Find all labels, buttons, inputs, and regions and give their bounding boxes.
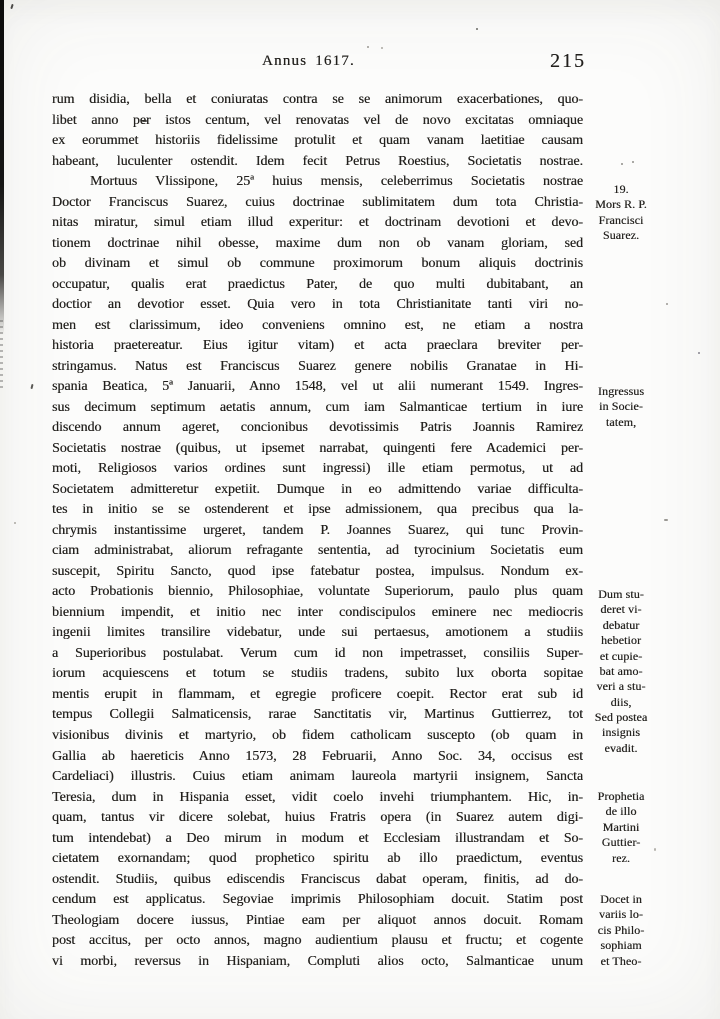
body-text-line: cendum est applicatus. Segoviae imprimis Philosophiam docuit. Statim post <box>52 892 583 908</box>
margin-note-line: diis, <box>610 694 632 709</box>
margin-note <box>582 892 660 969</box>
body-text-line: ostendit. Studiis, quibus ediscendis Franciscus dabat operam, finitis, ad do- <box>52 871 583 887</box>
scan-speck <box>367 46 369 48</box>
body-text-line: suscepit, Spiritu Sancto, quod ipse fatebatur postea, impulsus. Nondum ex- <box>52 563 583 579</box>
margin-note-line: insignis <box>601 725 641 740</box>
body-text-line: tes in initio se se ostenderent et ipse admissionem, qua precibus qua la- <box>52 502 583 518</box>
body-text-line: ex eorummet historiis fidelissime protulit et quam vanam laetitiae causam <box>52 133 583 149</box>
body-text-line: discendo annum ageret, concionibus devotissimis Patris Joannis Ramirez <box>52 420 583 436</box>
body-text-line: Societatis nostrae (quibus, ut ipsemet narrabat, quingenti fere Academici per- <box>52 440 583 456</box>
body-text-line: doctior an devotior esset. Quia vero in tota Christianitate tanti viri no- <box>52 297 583 313</box>
scan-artifact-gutter-fade <box>0 320 3 390</box>
body-text-line: tionem doctrinae nihil obesse, maxime dum non ob vanam gloriam, sed <box>52 235 583 251</box>
margin-note-line: Martini <box>602 819 640 834</box>
margin-note-line: bat amo- <box>599 664 643 679</box>
margin-note-line: evadit. <box>604 740 638 755</box>
body-text-line: biennium impendit, et initio nec inter condiscipulos eminere nec mediocris <box>52 604 583 620</box>
margin-note-line: sophiam <box>600 938 642 953</box>
scan-speck <box>698 352 700 354</box>
body-text-line: mentis erupit in flammam, et egregie proficere coepit. Rector erat sub id <box>52 686 583 702</box>
body-text-line: stringamus. Natus est Franciscus Suarez genere nobilis Granatae in Hi- <box>52 358 583 374</box>
margin-note-line: deret vi- <box>600 602 642 617</box>
body-text-line: historia praetereatur. Eius igitur vitam) et acta praeclara breviter per- <box>52 338 583 354</box>
scan-speck <box>14 522 16 524</box>
margin-note-line: et cupie- <box>599 648 643 663</box>
margin-note-line: Suarez. <box>602 228 640 243</box>
scan-speck <box>476 28 478 30</box>
body-text-line: men est clarissimum, ideo conveniens omnino est, ne etiam a nostra <box>52 317 583 333</box>
running-header: Annus 1617. <box>262 53 355 69</box>
margin-notes-column <box>582 0 660 1019</box>
margin-note-line: de illo <box>605 804 637 819</box>
scan-artifact-gutter-bar <box>0 0 4 335</box>
margin-note-line: cis Philo- <box>597 922 645 937</box>
body-text-line: Mortuus Vlissipone, 25ª huius mensis, celeberrimus Societatis nostrae <box>90 174 583 190</box>
margin-note-line: Ingressus <box>597 384 645 398</box>
body-text-line: Cardeliaci) illustris. Cuius etiam animam laureola martyrii insignem, Sancta <box>52 769 583 785</box>
body-text-line: Doctor Franciscus Suarez, cuius doctrinae sublimitatem dum tota Christia- <box>52 194 583 210</box>
body-text-line: moti, Religiosos varios ordines sunt ingressi) ille etiam permotus, ut ad <box>52 461 583 477</box>
margin-note-line: rez. <box>611 850 631 865</box>
scan-speck <box>664 519 668 521</box>
margin-note-line: et Theo- <box>600 953 642 968</box>
margin-note-line: debatur <box>602 617 640 632</box>
body-text-line: occupatur, qualis erat praedictus Pater, de quo multi dubitabant, an <box>52 276 583 292</box>
body-text-line: a Superioribus postulabat. Verum cum id non impetrasset, consiliis Super- <box>52 645 583 661</box>
page-number: 215 <box>550 50 586 72</box>
body-text-line: libet anno per istos centum, vel renovatas vel de novo excitatas omniaque <box>52 112 583 128</box>
body-text-line: Gallia ab haereticis Anno 1573, 28 Februarii, Anno Soc. 34, occisus est <box>52 748 583 764</box>
margin-note <box>582 182 660 244</box>
body-text-line: Teresia, dum in Hispania esset, vidit coelo invehi triumphantem. Hic, in- <box>52 789 583 805</box>
margin-note <box>582 587 660 710</box>
margin-note-line: Francisci <box>598 212 644 227</box>
margin-note-line: veri a stu- <box>596 679 646 694</box>
margin-note <box>582 789 660 866</box>
body-text-line: ob divinam et simul ob commune proximorum bonum aliquis doctrinis <box>52 256 583 272</box>
margin-note-line: Dum stu- <box>598 587 644 601</box>
margin-note-line: Docet in <box>600 892 642 906</box>
body-text-line: cietatem exornandam; quod prophetico spiritu ab illo praedictum, eventus <box>52 851 583 867</box>
body-text-line: nitas miratur, simul etiam illud experitur: et doctrinam devotioni et devo- <box>52 215 583 231</box>
margin-note-line: tatem, <box>605 414 637 429</box>
scan-speck <box>666 303 668 305</box>
body-text-line: vi morbi, reversus in Hispaniam, Compluti alios octo, Salmanticae unum <box>52 953 583 969</box>
body-text-line: tum intendebat) a Deo mirum in modum et Ecclesiam illustrandam et So- <box>52 830 583 846</box>
body-text-line: quam, tantus vir dicere solebat, huius Fratris opera (in Suarez autem digi- <box>52 810 583 826</box>
body-text-line: Theologiam docere iussus, Pintiae eam per aliquot annos docuit. Romam <box>52 912 583 928</box>
body-text-line: iorum acquiescens et totum se studiis tradens, subito lux oborta sopitae <box>52 666 583 682</box>
body-text-line: acto Probationis biennio, Philosophiae, voluntate Superiorum, paulo plus quam <box>52 584 583 600</box>
body-text-line: visionibus divinis et martyrio, ob fidem catholicam suscepto (ob quam in <box>52 727 583 743</box>
margin-note-line: in Socie- <box>599 399 643 414</box>
body-text-line: spania Beatica, 5ª Januarii, Anno 1548, vel ut alii numerant 1549. Ingres- <box>52 379 583 395</box>
margin-note-line: hebetior <box>600 633 642 648</box>
body-text-column <box>52 90 583 972</box>
body-text-line: tempus Collegii Salmaticensis, rarae Sanctitatis vir, Martinus Guttierrez, tot <box>52 707 583 723</box>
body-text-line: post accitus, per octo annos, magno audientium plausu et fructu; et cogente <box>52 933 583 949</box>
body-text-line: habeant, luculenter ostendit. Idem fecit Petrus Roestius, Societatis nostrae. <box>52 153 583 169</box>
body-text-line: sus decimum septimum aetatis annum, cum iam Salmanticae tertium in iure <box>52 399 583 415</box>
margin-note <box>582 710 660 756</box>
margin-note-line: 19. <box>613 182 629 196</box>
body-text-line: chrymis instantissime urgeret, tandem P. Joannes Suarez, qui tunc Provin- <box>52 522 583 538</box>
body-text-line: rum disidia, bella et coniuratas contra se se animorum exacerbationes, quo- <box>52 92 583 107</box>
scan-speck <box>381 47 383 49</box>
body-text-line: ciam administrabat, aliorum refragante sententia, ad tyrocinium Societatis eum <box>52 543 583 559</box>
margin-note-line: variis lo- <box>599 907 643 922</box>
margin-note-line: Prophetia <box>597 789 645 803</box>
margin-note-line: Guttier- <box>601 835 641 850</box>
scan-speck <box>10 4 13 9</box>
body-text-line: ingenii limites transilire videbatur, unde sui pertaesus, amotionem a studiis <box>52 625 583 641</box>
body-text-line: Societatem admitteretur expetiit. Dumque in eo admittendo variae difficulta- <box>52 481 583 497</box>
margin-note-line: Sed postea <box>594 710 648 724</box>
margin-note-line: Mors R. P. <box>595 197 647 212</box>
margin-note <box>582 384 660 430</box>
scan-speck <box>30 384 33 389</box>
